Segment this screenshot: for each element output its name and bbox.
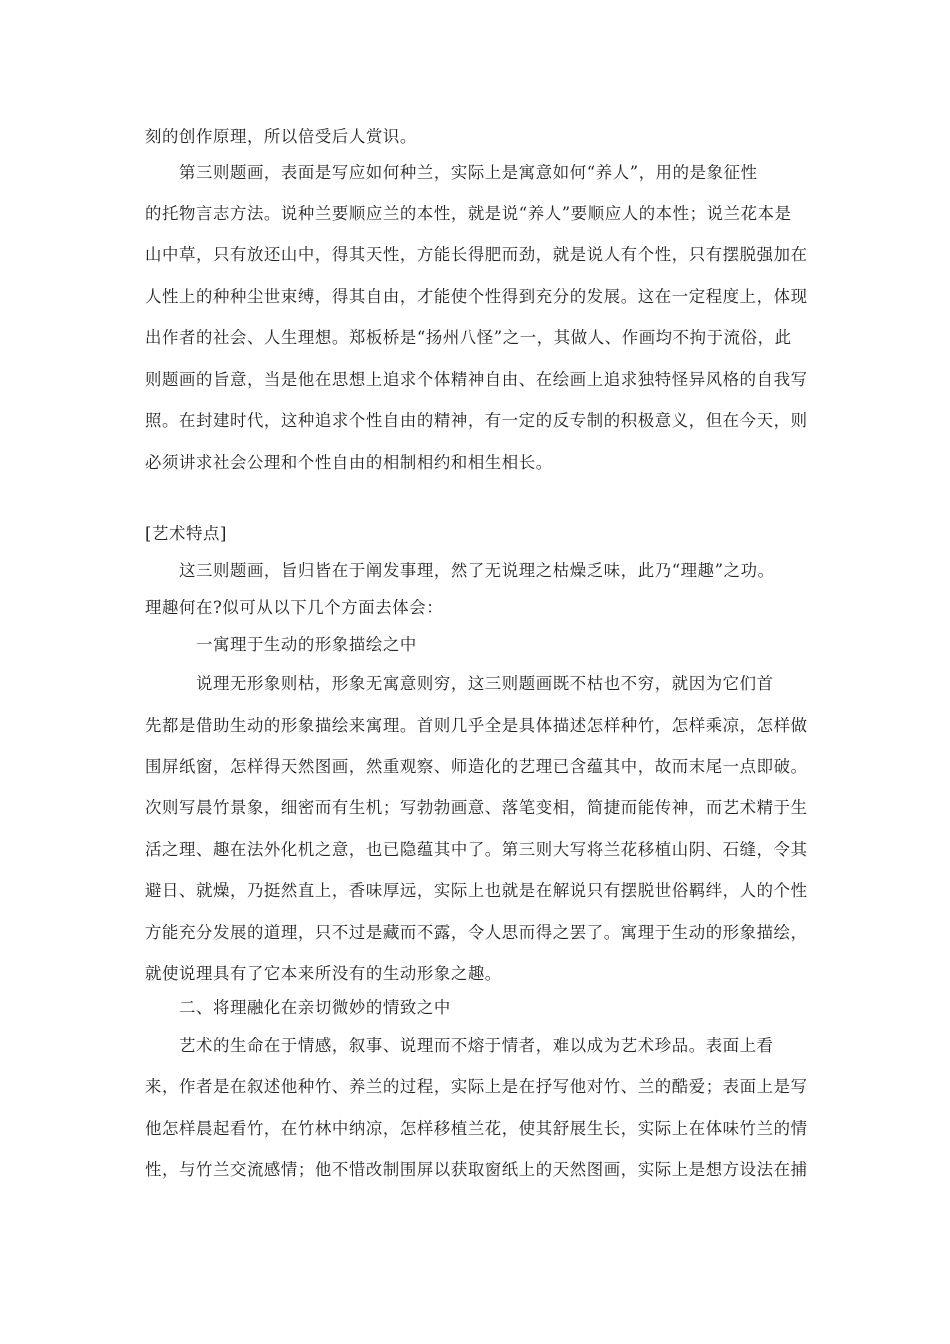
subheading: 一寓理于生动的形象描绘之中	[145, 635, 417, 654]
text-line: 照。在封建时代，这种追求个性自由的精神，有一定的反专制的积极意义，但在今天，则	[145, 411, 808, 430]
text-line: 出作者的社会、人生理想。郑板桥是“扬州八怪”之一，其做人、作画均不拘于流俗，此	[145, 328, 792, 347]
text-line: 先都是借助生动的形象描绘来寓理。首则几乎全是具体描述怎样种竹，怎样乘凉，怎样做	[145, 716, 808, 735]
text-line: 理趣何在?似可从以下几个方面去体会：	[145, 598, 444, 617]
text-line: 的托物言志方法。说种兰要顺应兰的本性，就是说“养人”要顺应人的本性；说兰花本是	[145, 204, 792, 223]
subheading: 二、将理融化在亲切微妙的情致之中	[145, 998, 451, 1017]
paragraph-line: 第三则题画，表面是写应如何种兰，实际上是寓意如何“养人”，用的是象征性	[145, 163, 758, 182]
paragraph-line: 说理无形象则枯，形象无寓意则穷，这三则题画既不枯也不穷，就因为它们首	[145, 674, 774, 693]
text-line: 他怎样晨起看竹，在竹林中纳凉，怎样移植兰花，使其舒展生长，实际上在体味竹兰的情	[145, 1119, 808, 1138]
text-line: 必须讲求社会公理和个性自由的相制相约和相生相长。	[145, 453, 553, 472]
text-line: 避日、就燥，乃挺然直上，香味厚远，实际上也就是在解说只有摆脱世俗羁绊，人的个性	[145, 881, 808, 900]
paragraph-line: 这三则题画，旨归皆在于阐发事理，然了无说理之枯燥乏味，此乃“理趣”之功。	[145, 561, 775, 580]
section-heading: [艺术特点]	[145, 524, 227, 543]
text-line: 次则写晨竹景象，细密而有生机；写勃勃画意、落笔变相，简捷而能传神，而艺术精于生	[145, 798, 808, 817]
text-line: 性，与竹兰交流感情；他不惜改制围屏以获取窗纸上的天然图画，实际上是想方设法在捕	[145, 1160, 808, 1179]
text-line: 山中草，只有放还山中，得其天性，方能长得肥而劲，就是说人有个性，只有摆脱强加在	[145, 245, 808, 264]
text-line: 刻的创作原理，所以倍受后人赏识。	[145, 127, 417, 146]
text-line: 方能充分发展的道理，只不过是藏而不露，令人思而得之罢了。寓理于生动的形象描绘，	[145, 923, 808, 942]
paragraph-line: 艺术的生命在于情感，叙事、说理而不熔于情者，难以成为艺术珍品。表面上看	[145, 1036, 774, 1055]
text-line: 围屏纸窗，怎样得天然图画，然重观察、师造化的艺理已含蕴其中，故而末尾一点即破。	[145, 757, 808, 776]
text-line: 活之理、趣在法外化机之意，也已隐蕴其中了。第三则大写将兰花移植山阴、石缝，令其	[145, 840, 808, 859]
text-line: 就使说理具有了它本来所没有的生动形象之趣。	[145, 964, 502, 983]
text-line: 则题画的旨意，当是他在思想上追求个体精神自由、在绘画上追求独特怪异风格的自我写	[145, 370, 808, 389]
text-line: 来，作者是在叙述他种竹、养兰的过程，实际上是在抒写他对竹、兰的酷爱；表面上是写	[145, 1077, 808, 1096]
text-line: 人性上的种种尘世束缚，得其自由，才能使个性得到充分的发展。这在一定程度上，体现	[145, 287, 808, 306]
